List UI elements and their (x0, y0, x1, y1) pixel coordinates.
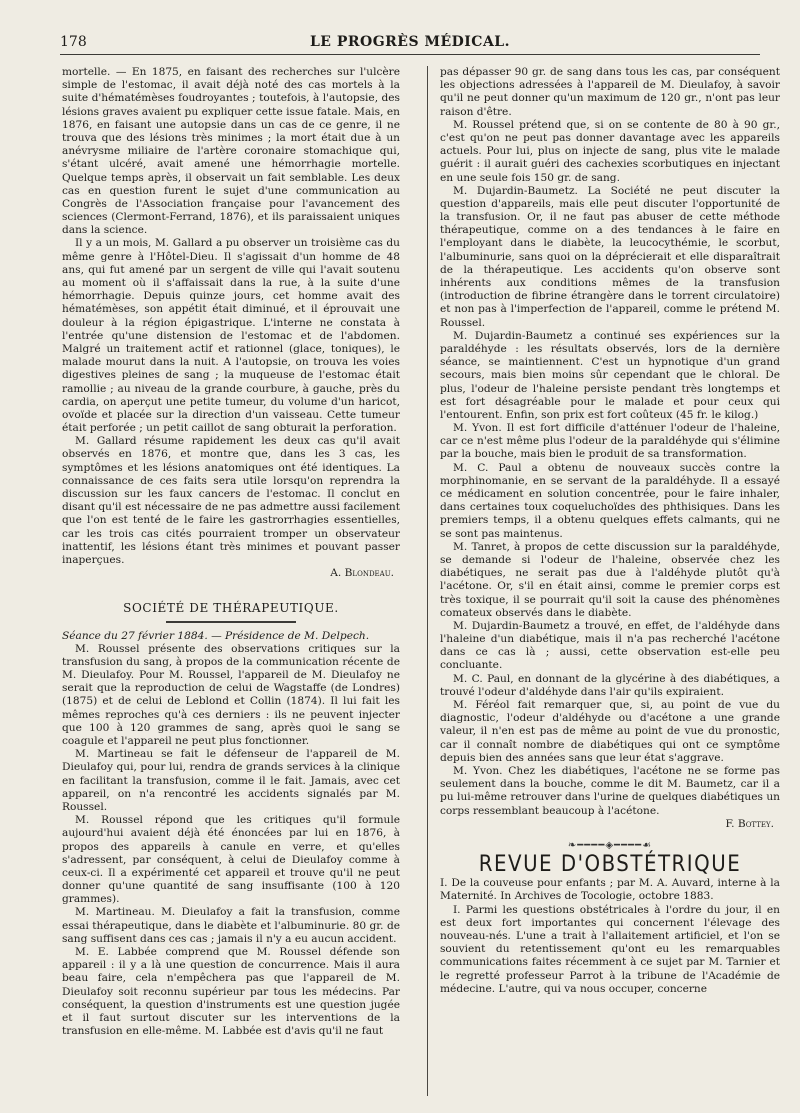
article-heading: I. De la couveuse pour enfants ; par M. A. Auvard, interne à la Maternité. In Archives de Tocologie, octobre 1883. (440, 877, 780, 903)
paragraph: M. Tanret, à propos de cette discussion sur la paraldéhyde, se demande si l'odeur de l'haleine, observée chez les diabétiques, ne serait pas due à l'aldéhyde plutôt qu'à l'acétone. Or, s'il en était ainsi, comme le premier corps est très toxique, il se pourrait qu'il soit la cause des phénomènes comateux observés dans le diabète. (440, 540, 780, 619)
paragraph: M. Féréol fait remarquer que, si, au point de vue du diagnostic, l'odeur d'aldéhyde ou d'acétone a une grande valeur, il n'en est pas de même au point de vue du pronostic, car il connaît nombre de diabétiques qui ont ce symptôme depuis bien des années sans que leur état s'aggrave. (440, 699, 780, 764)
page-number: 178 (60, 34, 87, 50)
signature: A. Blondeau. (330, 567, 394, 580)
section-title: SOCIÉTÉ DE THÉRAPEUTIQUE. (123, 601, 339, 616)
paragraph: M. Martineau. M. Dieulafoy a fait la transfusion, comme essai thérapeutique, dans le diabète et l'albuminurie. 80 gr. de sang suffisent dans ces cas ; jamais il n'y a eu aucun accident. (62, 906, 400, 945)
paragraph: M. Yvon. Chez les diabétiques, l'acétone ne se forme pas seulement dans la bouche, comme le dit M. Baumetz, car il a pu lui-même retrouver dans l'urine de quelques diabétiques un corps ressemblant beaucoup à l'acétone. (440, 764, 780, 817)
paragraph: M. Martineau se fait le défenseur de l'appareil de M. Dieulafoy qui, pour lui, rendra de grands services à la clinique en facilitant la transfusion, comme il le fait. Jamais, avec cet appareil, on n'a rencontré les accidents signalés par M. Roussel. (62, 748, 400, 813)
right-column (440, 66, 780, 996)
paragraph: M. Roussel présente des observations critiques sur la transfusion du sang, à propos de la communication récente de M. Dieulafoy. Pour M. Roussel, l'appareil de M. Dieulafoy ne serait que la reproduction de celui de Wagstaffe (de Londres) (1875) et de celui de Leblond et Collin (1874). Il lui fait les mêmes reproches qu'à ces derniers : ils ne peuvent injecter que 100 à 120 grammes de sang, après quoi le sang se coagule et l'appareil ne peut plus fonctionner. (62, 642, 400, 747)
paragraph: M. C. Paul, en donnant de la glycérine à des diabétiques, a trouvé l'odeur d'aldéhyde dans l'air qu'ils expiraient. (440, 672, 780, 698)
left-column (62, 66, 400, 1038)
paragraph: M. Roussel répond que les critiques qu'il formule aujourd'hui avaient déjà été énoncées par lui en 1876, à propos des appareils à canule en verre, et qu'elles s'adressent, par conséquent, à celui de Dieulafoy comme à ceux-ci. Il a expérimenté cet appareil et trouve qu'il ne peut donner qu'une quantité de sang insuffisante (100 à 120 grammes). (62, 814, 400, 906)
paragraph: M. Yvon. Il est fort difficile d'atténuer l'odeur de l'haleine, car ce n'est même plus l'odeur de la paraldéhyde qui s'élimine par la bouche, mais bien le produit de sa transformation. (440, 422, 780, 461)
column-divider (427, 66, 428, 1096)
paragraph: mortelle. — En 1875, en faisant des recherches sur l'ulcère simple de l'estomac, il avait déjà noté des cas mortels à la suite d'hématémèses foudroyantes ; toutefois, à l'autopsie, des lésions graves avaient pu expliquer cette issue fatale. Mais, en 1876, en faisant une autopsie dans un cas de ce genre, il ne trouva que des lésions très minimes ; la mort était due à un anévrysme miliaire de l'artère coronaire stomachique qui, s'étant ulcéré, avait amené une hémorrhagie mortelle. Quelque temps après, il observait un fait semblable. Les deux cas en question furent le sujet d'une communication au Congrès de l'Association française pour l'avancement des sciences (Clermont-Ferrand, 1876), et ils paraissaient uniques dans la science. (62, 66, 400, 237)
paragraph: M. Roussel prétend que, si on se contente de 80 à 90 gr., c'est qu'on ne peut pas donner davantage avec les appareils actuels. Pour lui, plus on injecte de sang, plus vite le malade guérit : il aurait guéri des cachexies scorbutiques en injectant en une seule fois 150 gr. de sang. (440, 118, 780, 184)
section-rule (166, 621, 296, 623)
paragraph: M. Dujardin-Baumetz. La Société ne peut discuter la question d'appareils, mais elle peut discuter l'opportunité de la transfusion. Or, il ne faut pas abuser de cette méthode thérapeutique, comme on a des tendances à le faire en l'employant dans le diabète, la leucocythémie, le scorbut, l'albuminurie, sans quoi on la déprécierait et elle disparaîtrait de la thérapeutique. Les accidents qu'on observe sont inhérents aux conditions mêmes de la transfusion (introduction de fibrine étrangère dans le torrent circulatoire) et non pas à l'imperfection de l'appareil, comme le prétend M. Roussel. (440, 184, 780, 329)
paragraph: M. C. Paul a obtenu de nouveaux succès contre la morphinomanie, en se servant de la paraldéhyde. Il a essayé ce médicament en solution concentrée, pour le faire inhaler, dans certaines toux coqueluchoïdes des phthisiques. Dans les premiers temps, il a obtenu quelques effets calmants, qui ne se sont pas maintenus. (440, 461, 780, 540)
ornament-divider: ❧━━━━◈━━━━☙ (567, 839, 653, 851)
session-line: Séance du 27 février 1884. — Présidence de M. Delpech. (62, 629, 370, 642)
paragraph: M. Dujardin-Baumetz a continué ses expériences sur la paraldéhyde : les résultats observés, lors de la dernière séance, se maintiennent. C'est un hypnotique d'un grand secours, mais bien moins sûr cependant que le chloral. De plus, l'odeur de l'haleine persiste pendant très longtemps et est fort désagréable pour le malade et pour ceux qui l'entourent. Enfin, son prix est fort coûteux (45 fr. le kilog.) (440, 329, 780, 421)
paragraph: I. Parmi les questions obstétricales à l'ordre du jour, il en est deux fort importantes qui concernent l'élevage des nouveau-nés. L'une a trait à l'allaitement artificiel, et l'on se souvient du retentissement qu'ont eu les remarquables communications faites récemment à ce sujet par M. Tarnier et le regretté professeur Parrot à la tribune de l'Académie de médecine. L'autre, qui va nous occuper, concerne (440, 903, 780, 995)
signature: F. Bottey. (725, 817, 774, 830)
paragraph: pas dépasser 90 gr. de sang dans tous les cas, par conséquent les objections adressées à l'appareil de M. Dieulafoy, à savoir qu'il ne peut donner qu'un maximum de 120 gr., n'ont pas leur raison d'être. (440, 66, 780, 118)
running-title: LE PROGRÈS MÉDICAL. (309, 34, 511, 50)
paragraph: Il y a un mois, M. Gallard a pu observer un troisième cas du même genre à l'Hôtel-Dieu. Il s'agissait d'un homme de 48 ans, qui fut amené par un sergent de ville qui l'avait soutenu au moment où il s'affaissait dans la rue, à la suite d'une hémorrhagie. Depuis quinze jours, cet homme avait des hématémèses, son appétit était diminué, et il éprouvait une douleur à la région épigastrique. L'interne ne constata à l'entrée qu'une distension de l'estomac et de l'abdomen. Malgré un traitement actif et rationnel (glace, toniques), le malade mourut dans la nuit. A l'autopsie, on trouva les voies digestives pleines de sang ; la muqueuse de l'estomac était ramollie ; au niveau de la grande courbure, à gauche, près du cardia, on aperçut une petite tumeur, du volume d'un haricot, ovoïde et placée sur la direction d'un vaisseau. Cette tumeur était perforée ; un petit caillot de sang obturait la perforation. (62, 237, 400, 435)
page-header (60, 34, 760, 55)
paragraph: M. Dujardin-Baumetz a trouvé, en effet, de l'aldéhyde dans l'haleine d'un diabétique, mais il n'a pas recherché l'acétone dans ce cas là ; aussi, cette observation est-elle peu concluante. (440, 619, 780, 672)
paragraph: M. E. Labbée comprend que M. Roussel défende son appareil : il y a là une question de concurrence. Mais il aura beau faire, cela n'empêchera pas que l'appareil de M. Dieulafoy soit reconnu supérieur par tous les médecins. Par conséquent, la question d'instruments est une question jugée et il faut surtout discuter sur les interventions de la transfusion en elle-même. M. Labbée est d'avis qu'il ne faut (62, 946, 400, 1038)
paragraph: M. Gallard résume rapidement les deux cas qu'il avait observés en 1876, et montre que, dans les 3 cas, les symptômes et les lésions anatomiques ont été identiques. La connaissance de ces faits sera utile lorsqu'on reprendra la discussion sur les faux cancers de l'estomac. Il conclut en disant qu'il est nécessaire de ne pas admettre aussi facilement que l'on est tenté de le faire les gastrorrhagies essentielles, car les trois cas cités pourraient tromper un observateur inattentif, les lésions étant très minimes et pouvant passer inaperçues. (62, 435, 400, 566)
review-title: REVUE D'OBSTÉTRIQUE (478, 852, 742, 878)
